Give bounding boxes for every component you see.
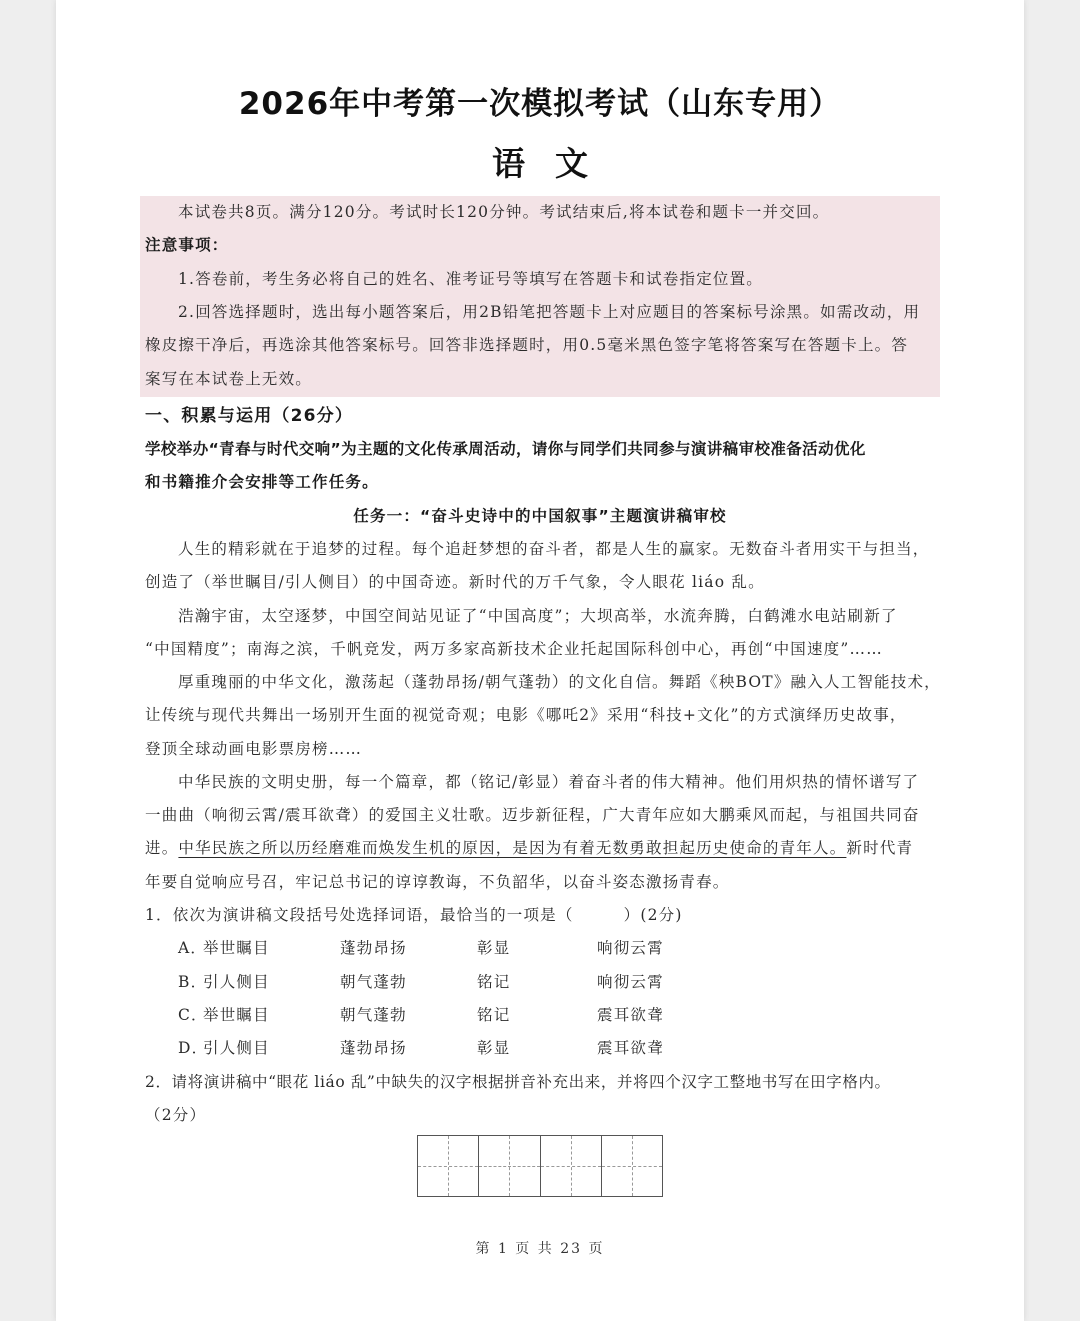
subject-title: 语文 — [492, 144, 618, 183]
option-word: 蓬勃昂扬 — [340, 939, 407, 957]
notice-item-2-line3: 案写在本试卷上无效。 — [145, 370, 313, 388]
section-heading: 一、积累与运用（26分） — [145, 406, 354, 426]
option-word: 引人侧目 — [203, 1039, 270, 1057]
passage-p2-line2: “中国精度”；南海之滨，千帆竞发，两万多家高新技术企业托起国际科创中心，再创“中国速度”…… — [145, 640, 883, 658]
option-word: 震耳欲聋 — [597, 1039, 664, 1057]
grid-cell[interactable] — [602, 1136, 662, 1196]
passage-p2-line1: 浩瀚宇宙，太空逐梦，中国空间站见证了“中国高度”；大坝高举，水流奔腾，白鹤滩水电站刷新了 — [178, 607, 898, 625]
option-word: 铭记 — [477, 973, 511, 991]
option-word: 彰显 — [477, 1039, 511, 1057]
passage-p1-line2: 创造了（举世瞩目/引人侧目）的中国奇迹。新时代的万千气象，令人眼花 liáo 乱。 — [145, 573, 765, 591]
notice-item-2-line1: 2.回答选择题时，选出每小题答案后，用2B铅笔把答题卡上对应题目的答案标号涂黑。如需改动，用 — [178, 303, 921, 321]
passage-p3-line1: 厚重瑰丽的中华文化，激荡起（蓬勃昂扬/朝气蓬勃）的文化自信。舞蹈《秧BOT》融入人工智能技术， — [178, 673, 941, 691]
option-word: 彰显 — [477, 939, 511, 957]
option-word: 朝气蓬勃 — [340, 1006, 407, 1024]
option-word: 铭记 — [477, 1006, 511, 1024]
notice-item-2-line2: 橡皮擦干净后，再选涂其他答案标号。回答非选择题时，用0.5毫米黑色签字笔将答案写在答题卡上。答 — [145, 336, 909, 354]
option-word: 响彻云霄 — [597, 939, 664, 957]
passage-p3-line3: 登顶全球动画电影票房榜…… — [145, 740, 363, 758]
passage-p4-line3-end: 新时代青 — [846, 839, 914, 857]
passage-p4-line3 — [145, 836, 913, 858]
option-word: 举世瞩目 — [203, 1006, 270, 1024]
page-footer: 第 1 页 共 23 页 — [475, 1241, 605, 1257]
option-letter: D． — [178, 1039, 209, 1057]
notice-item-1: 1.答卷前，考生务必将自己的姓名、准考证号等填写在答题卡和试卷指定位置。 — [178, 270, 763, 288]
option-letter: C． — [178, 1006, 208, 1024]
passage-p4-line1: 中华民族的文明史册，每一个篇章，都（铭记/彰显）着奋斗者的伟大精神。他们用炽热的情怀谱写了 — [178, 773, 920, 791]
passage-p4-line4: 年要自觉响应号召，牢记总书记的谆谆教诲，不负韶华，以奋斗姿态激扬青春。 — [145, 873, 730, 891]
notice-heading: 注意事项： — [145, 236, 229, 254]
grid-cell[interactable] — [479, 1136, 540, 1196]
underlined-sentence: 中华民族之所以历经磨难而焕发生机的原因，是因为有着无数勇敢担起历史使命的青年人。 — [178, 839, 847, 857]
option-word: 引人侧目 — [203, 973, 270, 991]
task-title: 任务一：“奋斗史诗中的中国叙事”主题演讲稿审校 — [353, 507, 727, 525]
exam-page — [56, 0, 1024, 1321]
passage-p3-line2: 让传统与现代共舞出一场别开生面的视觉奇观；电影《哪吒2》采用“科技+文化”的方式演绎历史故事， — [145, 706, 907, 724]
passage-p4-line2: 一曲曲（响彻云霄/震耳欲聋）的爱国主义壮歌。迈步新征程，广大青年应如大鹏乘风而起，与祖国共同奋 — [145, 806, 920, 824]
notice-intro: 本试卷共8页。满分120分。考试时长120分钟。考试结束后,将本试卷和题卡一并交回。 — [178, 203, 830, 221]
grid-cell[interactable] — [418, 1136, 479, 1196]
section-intro-line2: 和书籍推介会安排等工作任务。 — [145, 473, 379, 491]
passage-p1-line1: 人生的精彩就在于追梦的过程。每个追赶梦想的奋斗者，都是人生的赢家。无数奋斗者用实干与担当， — [178, 540, 930, 558]
option-word: 朝气蓬勃 — [340, 973, 407, 991]
exam-title: 2026年中考第一次模拟考试（山东专用） — [238, 86, 842, 122]
section-intro-line1: 学校举办“青春与时代交响”为主题的文化传承周活动，请你与同学们共同参与演讲稿审校准备活动优化 — [145, 440, 866, 458]
question-1-stem: 1．依次为演讲稿文段括号处选择词语，最恰当的一项是（ ）(2分) — [145, 906, 683, 924]
option-letter: B． — [178, 973, 208, 991]
grid-cell[interactable] — [541, 1136, 602, 1196]
passage-p4-line3-start: 进。 — [145, 839, 179, 857]
writing-grid[interactable] — [417, 1135, 663, 1197]
question-2-stem: 2．请将演讲稿中“眼花 liáo 乱”中缺失的汉字根据拼音补充出来，并将四个汉字工整地书写在田字格内。 — [145, 1073, 891, 1091]
option-word: 响彻云霄 — [597, 973, 664, 991]
option-word: 蓬勃昂扬 — [340, 1039, 407, 1057]
option-letter: A． — [178, 939, 208, 957]
option-word: 举世瞩目 — [203, 939, 270, 957]
question-2-score: （2分） — [145, 1106, 207, 1124]
option-word: 震耳欲聋 — [597, 1006, 664, 1024]
